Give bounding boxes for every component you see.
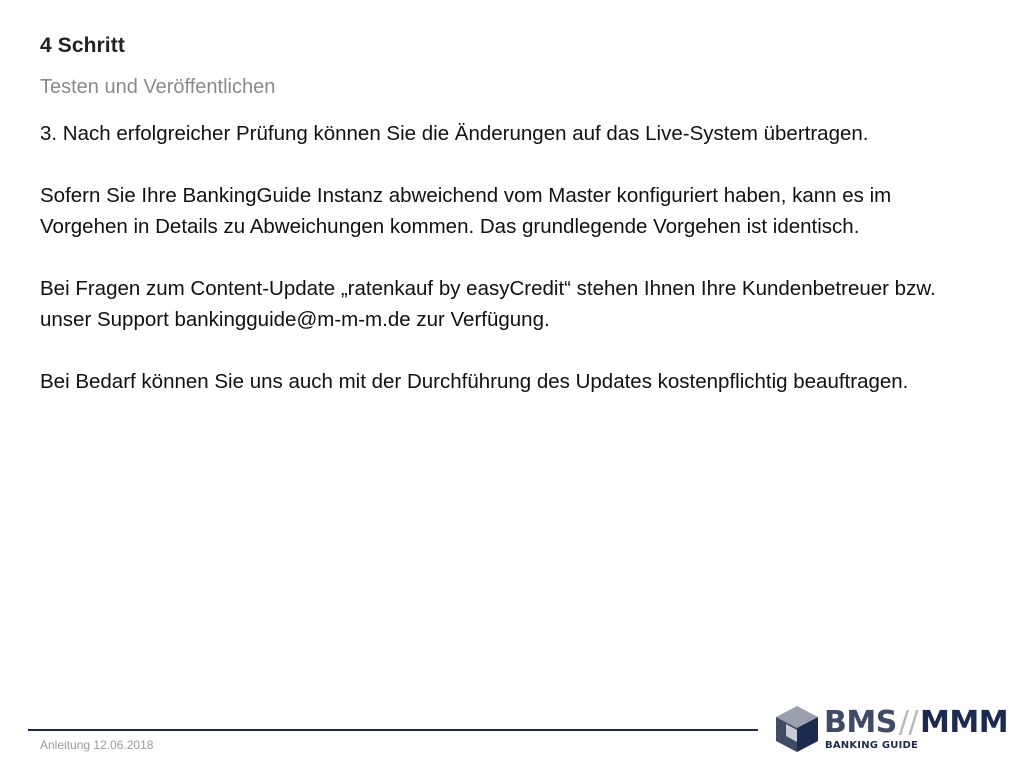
slide-title: 4 Schritt [40,34,125,57]
logo-mmm: MMM [920,705,1009,740]
logo-subtitle: BANKING GUIDE [825,740,919,751]
paragraph-live-system: 3. Nach erfolgreicher Prüfung können Sie die Änderungen auf das Live-System übertragen. [40,122,869,145]
logo-wordmark [824,706,1008,740]
logo-separator: // [898,705,919,740]
paragraph-paid-update: Bei Bedarf können Sie uns auch mit der Durchführung des Updates kostenpflichtig beauftragen. [40,370,909,393]
paragraph-support: Bei Fragen zum Content-Update „ratenkauf by easyCredit“ stehen Ihnen Ihre Kundenbetreuer bzw. unser Support bankingguide@m-m-m.de zur Verfügung. [40,277,936,331]
slide-subtitle: Testen und Veröffentlichen [40,76,276,98]
paragraph-configuration: Sofern Sie Ihre BankingGuide Instanz abweichend vom Master konfiguriert haben, kann es im Vorgehen in Details zu Abweichungen kommen. Das grundlegende Vorgehen ist identisch. [40,184,892,238]
bms-mmm-logo [774,704,1009,756]
footer-date: Anleitung 12.06.2018 [40,738,154,752]
slide-body [40,118,970,428]
cube-logo-icon [774,704,820,754]
footer-divider [28,729,758,731]
logo-bms: BMS [824,705,897,740]
